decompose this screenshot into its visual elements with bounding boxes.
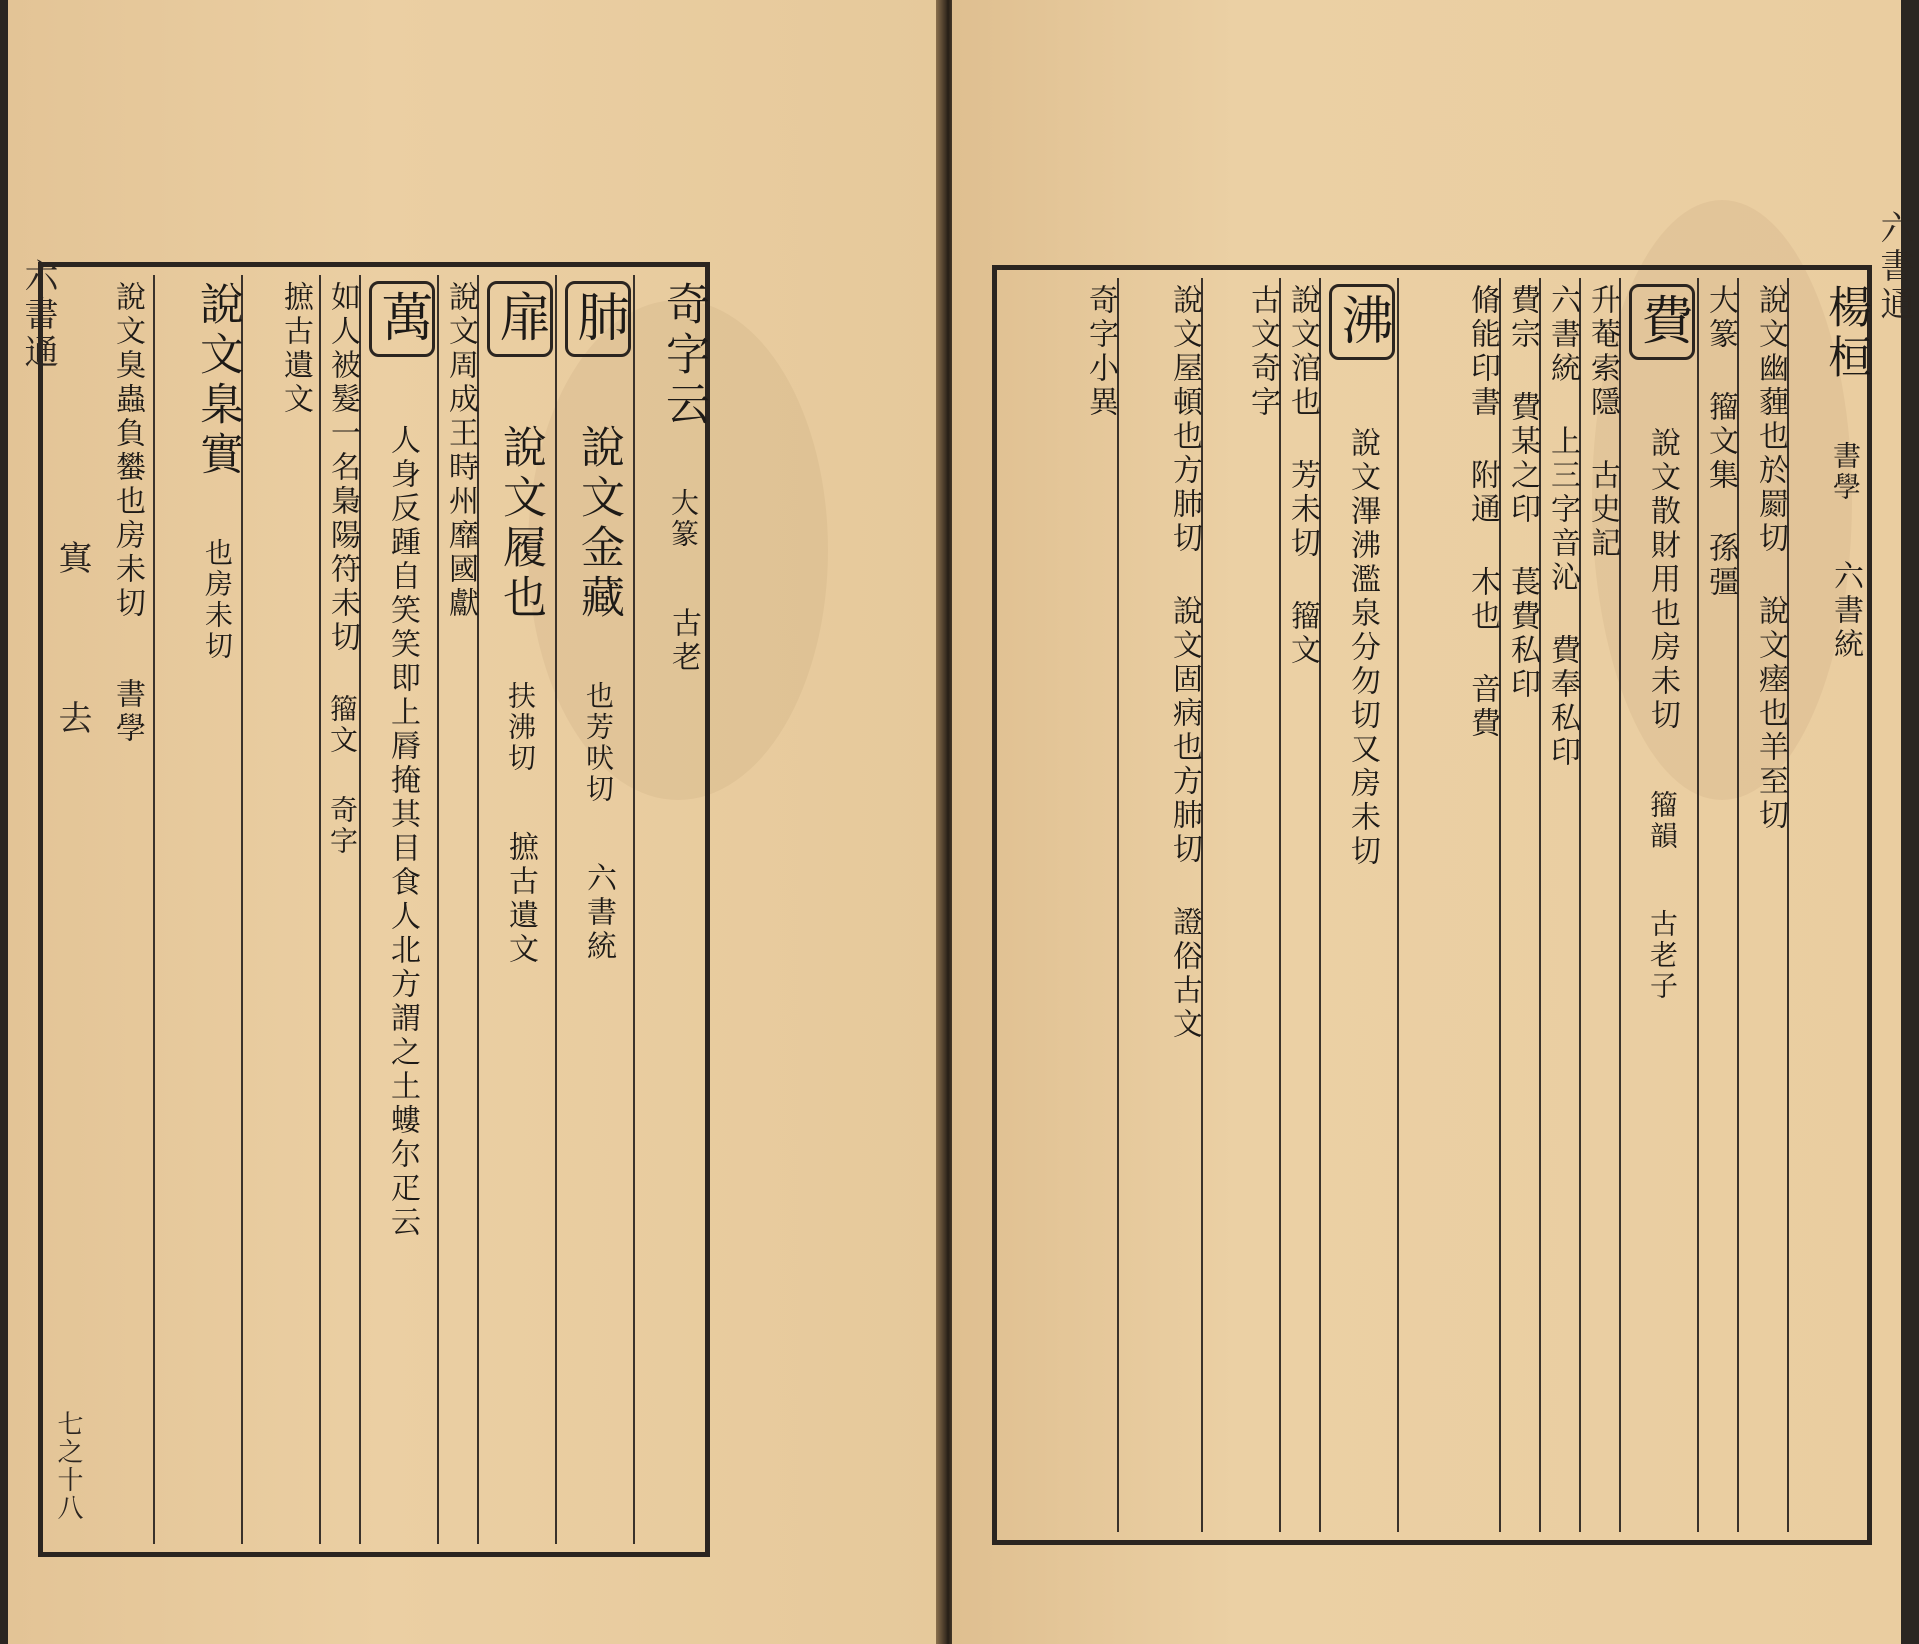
folio-number: 七之十八 — [53, 1410, 83, 1522]
right-column-4 — [1619, 278, 1695, 1532]
column-tail: 證俗古文 — [1167, 906, 1202, 1042]
right-column-1 — [1787, 278, 1871, 1532]
column-tail: 木也 音費 — [1465, 566, 1500, 741]
right-column-10 — [1279, 278, 1320, 1532]
column-text: 楊桓 — [1820, 284, 1871, 384]
right-column-3 — [1697, 278, 1738, 1532]
right-column-7 — [1499, 278, 1540, 1532]
column-tail: 書學 — [110, 678, 145, 746]
column-text: 說文滭沸濫泉分勿切又房未切 — [1345, 427, 1380, 869]
column-tail: 芳未切 — [1285, 459, 1320, 561]
left-column-6 — [319, 275, 360, 1544]
page-number: 去 — [52, 700, 92, 738]
column-text: 奇字小異 — [1083, 284, 1118, 420]
left-column-1 — [633, 275, 709, 1544]
right-column-8 — [1397, 278, 1500, 1532]
margin-title-left: 六書通 — [18, 258, 58, 372]
column-tail: 籀文集 孫彊 — [1703, 391, 1738, 600]
column-note: 附通 — [1465, 459, 1500, 527]
column-tail: 六書統 — [581, 862, 616, 964]
head-character: 費 — [1629, 284, 1695, 360]
column-note: 說文固病也方肺切 — [1167, 595, 1202, 867]
column-text: 脩能印書 — [1465, 284, 1500, 420]
left-column-7 — [241, 275, 317, 1544]
column-tail: 六書統 — [1828, 560, 1863, 662]
column-text: 說文周成王時州靡國獻 — [443, 281, 478, 621]
column-text: 升菴索隱 — [1585, 284, 1620, 420]
column-text: 說文散財用也房未切 — [1645, 427, 1680, 733]
column-text: 說文屋頓也方肺切 — [1167, 284, 1202, 556]
text-frame-right — [992, 265, 1872, 1545]
column-tail: 費奉私印 — [1545, 634, 1580, 770]
column-text: 說文履也 — [495, 424, 546, 624]
left-column-8 — [153, 275, 243, 1544]
column-text: 費宗 — [1505, 284, 1540, 352]
right-column-13 — [1027, 278, 1118, 1532]
left-column-2 — [555, 275, 631, 1544]
right-column-9 — [1319, 278, 1395, 1532]
column-tail: 古史記 — [1585, 459, 1620, 561]
right-column-11 — [1201, 278, 1280, 1532]
head-character: 扉 — [487, 281, 553, 357]
column-note: 書學 — [1829, 441, 1862, 503]
right-column-5 — [1579, 278, 1620, 1532]
left-column-4 — [437, 275, 478, 1544]
text-frame-left — [38, 262, 710, 1557]
column-note: 費某之印 — [1505, 391, 1540, 527]
column-tail: 古老 — [666, 607, 701, 675]
column-note: 大篆 — [667, 488, 700, 550]
margin-title-right: 六書通 — [1874, 210, 1914, 324]
column-note: 籀文 — [326, 694, 359, 756]
column-tail: 說文瘗也羊至切 — [1753, 595, 1788, 833]
right-column-2 — [1737, 278, 1788, 1532]
left-column-9 — [63, 275, 149, 1544]
right-page — [952, 0, 1914, 1644]
column-tail: 古老子 — [1646, 909, 1679, 1002]
column-note: 說文涫也 — [1285, 284, 1320, 420]
left-column-3 — [477, 275, 553, 1544]
column-text: 說文幽薶也於罽切 — [1753, 284, 1788, 556]
column-note: 扶沸切 — [504, 681, 537, 774]
right-column-12 — [1117, 278, 1202, 1532]
right-column-6 — [1539, 278, 1580, 1532]
head-character: 肺 — [565, 281, 631, 357]
column-tail: 摭古遺文 — [503, 831, 538, 967]
column-text: 古文奇字 — [1245, 284, 1280, 420]
column-note: 籀韻 — [1646, 790, 1679, 852]
column-note: 上三字音沁 — [1545, 425, 1580, 595]
column-text: 人身反踵自笑笑即上脣掩其目食人北方謂之土螻尔疋云 — [385, 424, 420, 1240]
column-text: 摭古遺文 — [278, 281, 313, 417]
column-text: 如人被髮一名梟陽符未切 — [325, 281, 360, 655]
column-text: 籀文 — [1285, 600, 1320, 668]
column-text: 說文臭蟲負蠜也房未切 — [110, 281, 145, 621]
column-text: 說文金藏 — [573, 424, 624, 624]
head-character: 萬 — [369, 281, 435, 357]
head-character: 沸 — [1329, 284, 1395, 360]
column-text: 說文臬實 — [192, 281, 243, 481]
column-note: 也房未切 — [201, 538, 234, 662]
left-page — [8, 0, 942, 1644]
column-text: 奇字云 — [658, 281, 709, 431]
column-note: 也芳吠切 — [582, 681, 615, 805]
column-text: 大篆 — [1703, 284, 1738, 352]
column-tail: 萇費私印 — [1505, 566, 1540, 702]
column-tail: 奇字 — [326, 795, 359, 857]
left-column-5 — [359, 275, 435, 1544]
column-text: 六書統 — [1545, 284, 1580, 386]
section-label: 寘 — [52, 540, 92, 578]
